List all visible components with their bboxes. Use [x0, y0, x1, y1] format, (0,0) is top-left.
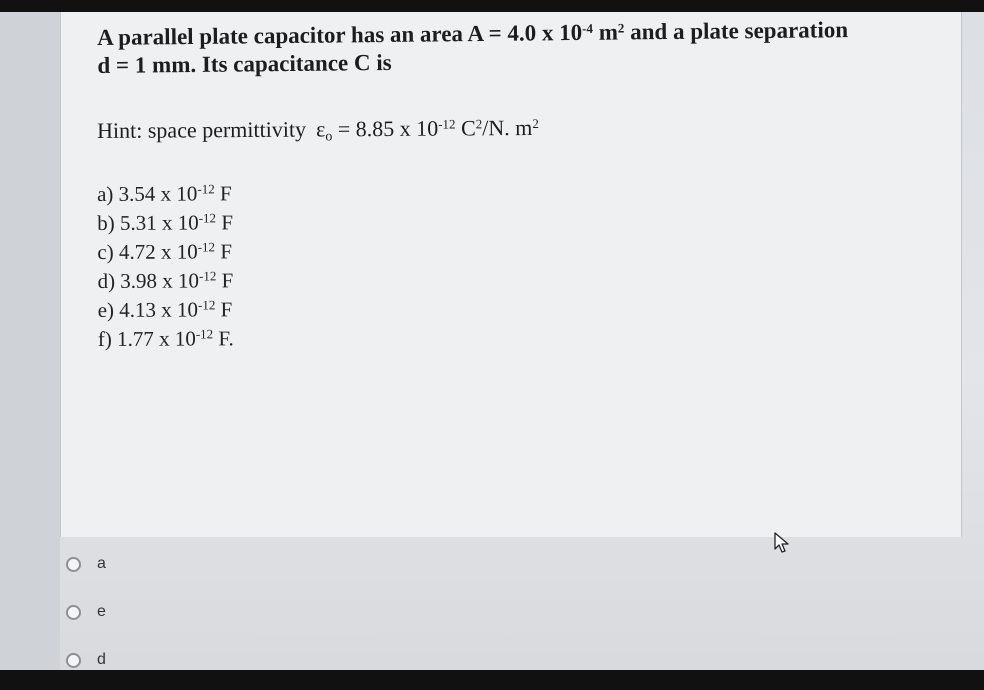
answer-label-a: a [97, 555, 106, 572]
bottom-black-band [0, 670, 984, 690]
hint-text: Hint: space permittivity $\varepsilon_o = 8.85$ x $10^{-12}$ $C^2/N$. $m^2$ [97, 114, 539, 145]
choice-e: e) 4.13 x $10^{-12}$ F [97, 297, 233, 322]
answer-label-d: d [97, 651, 106, 668]
choices-list [97, 179, 234, 354]
choice-c: c) 4.72 x $10^{-12}$ F [97, 239, 233, 264]
radio-button-icon[interactable] [66, 653, 81, 668]
choice-f: f) 1.77 x $10^{-12}$ F. [97, 326, 234, 351]
choice-b: b) 5.31 x $10^{-12}$ F [97, 210, 234, 235]
answer-label-e: e [97, 603, 106, 620]
left-margin-strip [0, 12, 60, 670]
answer-options [66, 540, 106, 684]
choice-d: d) 3.98 x $10^{-12}$ F [97, 268, 234, 293]
question-text [97, 16, 898, 80]
top-black-band [0, 0, 984, 12]
epsilon-symbol: ε [315, 116, 326, 142]
radio-button-icon[interactable] [66, 557, 81, 572]
answer-option-e[interactable] [66, 588, 106, 636]
radio-button-icon[interactable] [66, 605, 81, 620]
mouse-pointer-icon [774, 532, 790, 554]
answer-option-a[interactable] [66, 540, 106, 588]
choice-a: a) 3.54 x $10^{-12}$ F [97, 181, 232, 206]
question-line-2: d = 1 mm. Its capacitance C is [97, 49, 392, 78]
question-line-1: A parallel plate capacitor has an area A = 4.0 x $10^{-4}$ $m^2$ and a plate separation [97, 17, 849, 50]
